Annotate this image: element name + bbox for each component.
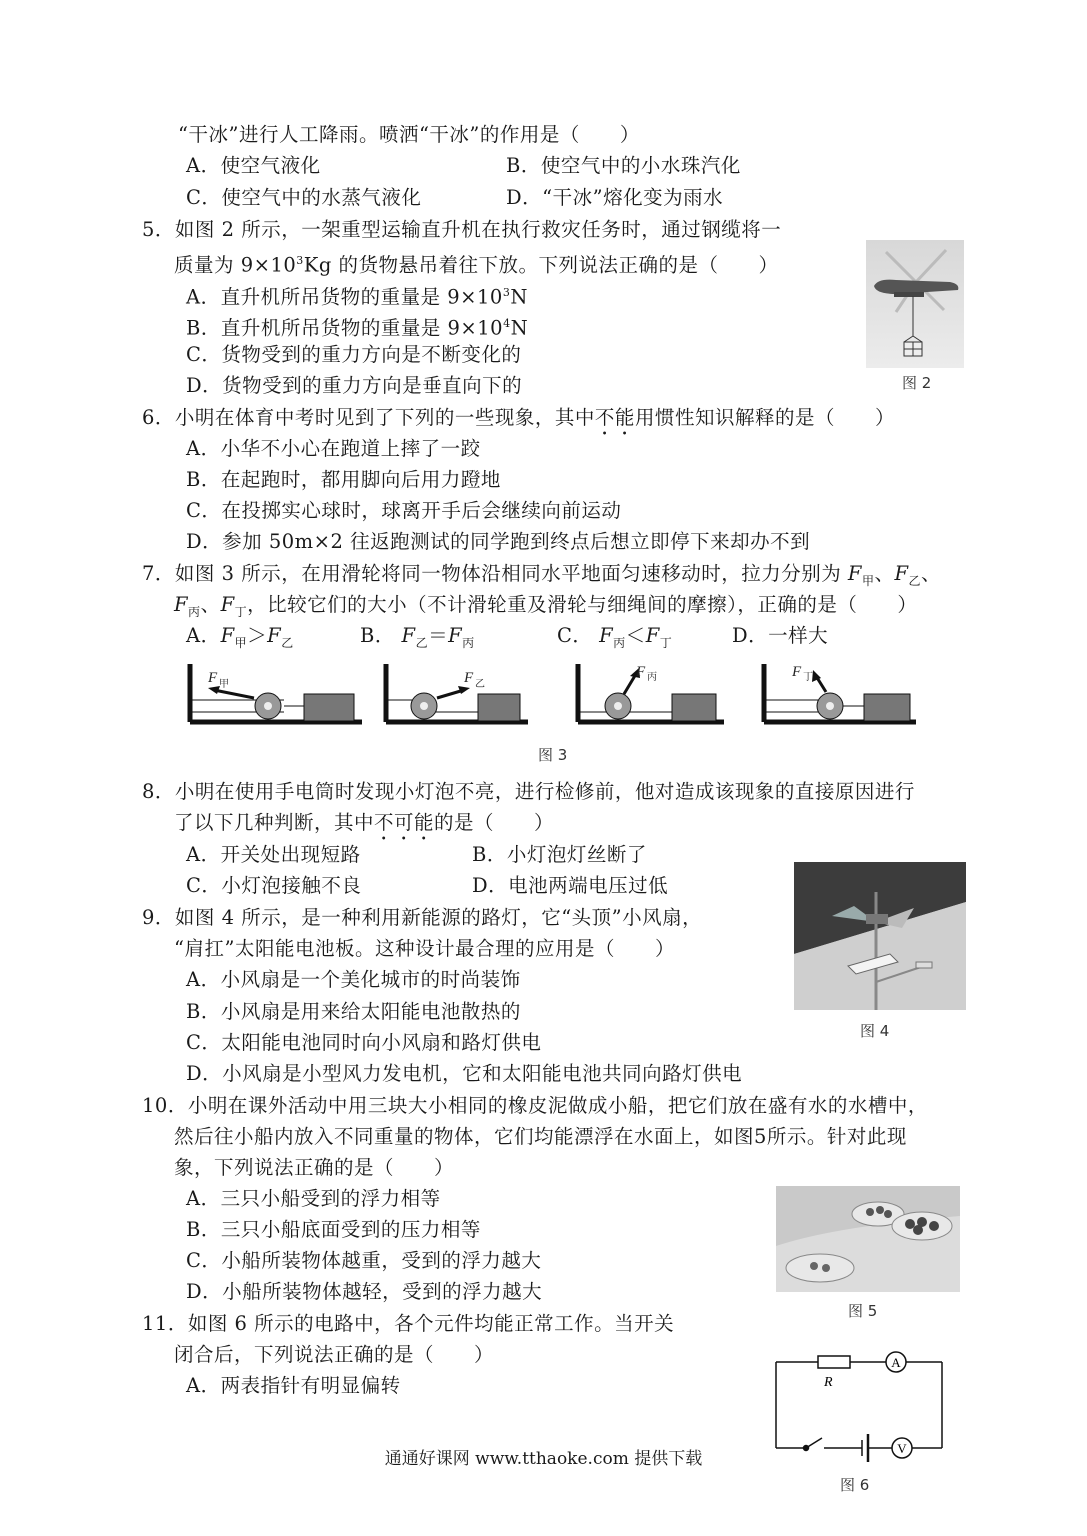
- f-jia-label: F: [208, 670, 218, 686]
- figure-5-caption: 图 5: [848, 1302, 878, 1320]
- svg-text:甲: 甲: [219, 679, 229, 690]
- q10-option-c: C．小船所装物体越重，受到的浮力越大: [186, 1249, 542, 1272]
- q9-option-a: A．小风扇是一个美化城市的时尚装饰: [186, 968, 521, 991]
- q10-stem-line3: 象，下列说法正确的是（ ）: [174, 1156, 455, 1179]
- q5-stem-line2: 质量为 $9\times 10^3Kg$ 的货物悬吊着往下放。下列说法正确的是（ ）: [174, 253, 779, 277]
- voltmeter-symbol: V: [897, 1441, 907, 1456]
- q8-option-c: C．小灯泡接触不良: [186, 874, 362, 897]
- figure-6-caption: 图 6: [840, 1476, 870, 1494]
- f-bing-label: F: [636, 664, 646, 680]
- svg-text:丙: 丙: [647, 672, 657, 683]
- pulley-figures: [186, 660, 926, 730]
- q11-stem-line2: 闭合后，下列说法正确的是（ ）: [174, 1343, 495, 1366]
- q7-option-c: C． $F_丙<F_丁$: [557, 624, 673, 650]
- q7-option-a: A．$F_甲>F_乙$: [186, 624, 294, 650]
- figure-4-caption: 图 4: [860, 1022, 890, 1040]
- q6-option-d: D．参加 50m×2 往返跑测试的同学跑到终点后想立即停下来却办不到: [186, 530, 811, 553]
- figure-3-caption: 图 3: [538, 746, 568, 764]
- page-footer: 通通好课网 www.tthaoke.com 提供下载: [384, 1449, 703, 1469]
- q11-option-a: A．两表指针有明显偏转: [186, 1374, 401, 1397]
- q6-option-a: A．小华不小心在跑道上摔了一跤: [186, 437, 481, 460]
- q10-option-b: B．三只小船底面受到的压力相等: [186, 1218, 481, 1241]
- q9-option-b: B．小风扇是用来给太阳能电池散热的: [186, 1000, 521, 1023]
- q8-option-a: A．开关处出现短路: [186, 843, 361, 866]
- svg-text:丁: 丁: [803, 672, 813, 683]
- q9-stem-line1: 9．如图 4 所示，是一种利用新能源的路灯，它“头顶”小风扇，: [142, 906, 703, 929]
- q4-option-b: B．使空气中的小水珠汽化: [506, 154, 741, 177]
- q11-stem-line1: 11．如图 6 所示的电路中，各个元件均能正常工作。当开关: [142, 1312, 675, 1335]
- q4-stem: “干冰”进行人工降雨。喷洒“干冰”的作用是（ ）: [178, 123, 640, 146]
- helicopter-figure: [866, 240, 964, 368]
- q5-option-c: C．货物受到的重力方向是不断变化的: [186, 343, 522, 366]
- q4-option-a: A．使空气液化: [186, 154, 321, 177]
- q9-option-d: D．小风扇是小型风力发电机，它和太阳能电池共同向路灯供电: [186, 1062, 743, 1085]
- ammeter-symbol: A: [891, 1355, 901, 1370]
- q8-option-d: D．电池两端电压过低: [472, 874, 669, 897]
- q4-option-d: D．“干冰”熔化变为雨水: [506, 186, 724, 209]
- q5-option-d: D．货物受到的重力方向是垂直向下的: [186, 374, 523, 397]
- q10-option-d: D．小船所装物体越轻，受到的浮力越大: [186, 1280, 543, 1303]
- q5-stem-line1: 5．如图 2 所示，一架重型运输直升机在执行救灾任务时，通过钢缆将一: [142, 218, 782, 241]
- q8-option-b: B．小灯泡灯丝断了: [472, 843, 647, 866]
- q6-stem: 6．小明在体育中考时见到了下列的一些现象，其中不能用惯性知识解释的是（ ）: [142, 406, 895, 429]
- q5-option-b: B．直升机所吊货物的重量是 $9\times 10^4N$: [186, 316, 529, 340]
- q7-option-d: D．一样大: [732, 624, 829, 647]
- figure-2-caption: 图 2: [902, 374, 932, 392]
- q7-option-b: B． $F_乙=F_丙$: [360, 624, 475, 650]
- q9-stem-line2: “肩扛”太阳能电池板。这种设计最合理的应用是（ ）: [174, 937, 675, 960]
- resistor-label: R: [824, 1375, 833, 1390]
- q8-stem-line1: 8．小明在使用手电筒时发现小灯泡不亮，进行检修前，他对造成该现象的直接原因进行: [142, 780, 915, 803]
- q8-stem-line2: 了以下几种判断，其中不可能的是（ ）: [174, 811, 555, 834]
- q10-stem-line1: 10．小明在课外活动中用三块大小相同的橡皮泥做成小船，把它们放在盛有水的水槽中，: [142, 1094, 928, 1117]
- q10-stem-line2: 然后往小船内放入不同重量的物体，它们均能漂浮在水面上，如图5所示。针对此现: [174, 1125, 907, 1148]
- q7-stem-line1: 7．如图 3 所示，在用滑轮将同一物体沿相同水平地面匀速移动时，拉力分别为 $F_甲$、$F_乙$、: [142, 562, 942, 588]
- f-ding-label: F: [792, 664, 802, 680]
- q6-option-b: B．在起跑时，都用脚向后用力蹬地: [186, 468, 501, 491]
- boats-photo: [776, 1186, 960, 1292]
- f-yi-label: F: [464, 670, 474, 686]
- q7-stem-line2: $F_丙$、$F_丁$，比较它们的大小（不计滑轮重及滑轮与细绳间的摩擦），正确的是（ ）: [174, 593, 918, 619]
- q9-option-c: C．太阳能电池同时向小风扇和路灯供电: [186, 1031, 542, 1054]
- q6-option-c: C．在投掷实心球时，球离开手后会继续向前运动: [186, 499, 622, 522]
- svg-text:乙: 乙: [475, 679, 485, 690]
- q10-option-a: A．三只小船受到的浮力相等: [186, 1187, 441, 1210]
- streetlight-photo: [794, 862, 966, 1010]
- q5-option-a: A．直升机所吊货物的重量是 $9\times 10^3N$: [186, 285, 528, 309]
- q4-option-c: C．使空气中的水蒸气液化: [186, 186, 422, 209]
